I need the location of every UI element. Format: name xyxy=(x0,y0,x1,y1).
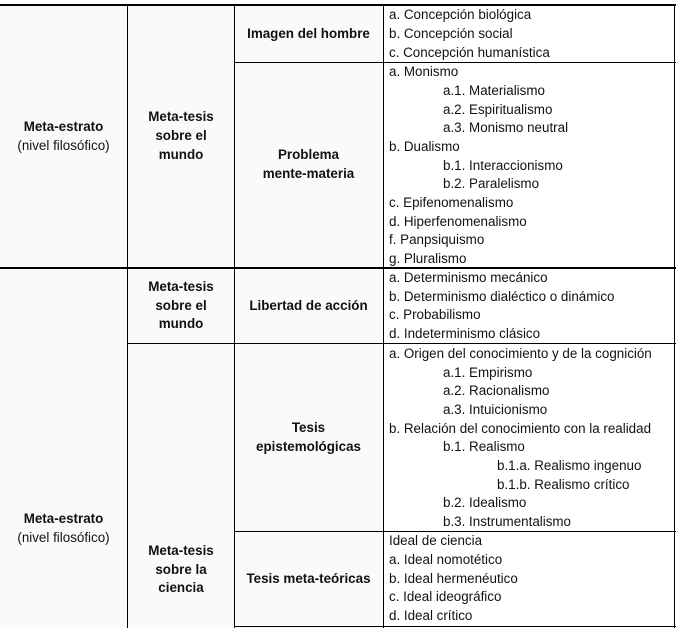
list-item: a.1. Empirismo xyxy=(443,365,533,380)
list-item: b. Dualismo xyxy=(389,139,460,154)
list-item: a. Ideal nomotético xyxy=(389,552,503,567)
list-item: b.1. Interaccionismo xyxy=(443,158,563,173)
list-item: b.2. Paralelismo xyxy=(443,176,540,191)
list-item: a.2. Racionalismo xyxy=(443,383,550,398)
column-divider xyxy=(383,4,384,628)
list-item: a. Determinismo mecánico xyxy=(389,270,548,285)
row-label: Tesis epistemológicas xyxy=(256,419,361,454)
column-divider xyxy=(127,4,128,628)
list-item: c. Probabilismo xyxy=(389,307,481,322)
row-label: Imagen del hombre xyxy=(247,25,370,41)
strata-label xyxy=(0,6,127,267)
thesis-label xyxy=(136,6,226,267)
list-item: b.1. Realismo xyxy=(443,439,525,454)
strata-title: Meta-estrato xyxy=(23,510,104,526)
list-item: a. Concepción biológica xyxy=(389,7,532,22)
list-item: d. Indeterminismo clásico xyxy=(389,326,541,341)
strata-subtitle: (nivel filosófico) xyxy=(17,137,110,153)
list-item: a. Monismo xyxy=(389,64,459,79)
list-item: c. Ideal ideográfico xyxy=(389,589,502,604)
list-item: a. Origen del conocimiento y de la cognición xyxy=(389,346,652,361)
list-item: a.3. Monismo neutral xyxy=(443,120,569,135)
list-item: b. Concepción social xyxy=(389,26,513,41)
list-item: Ideal de ciencia xyxy=(389,533,483,548)
strata-label xyxy=(0,269,127,628)
list-item: f. Panpsiquismo xyxy=(389,232,485,247)
thesis-label xyxy=(136,269,226,343)
list-item: a.3. Intuicionismo xyxy=(443,402,548,417)
table-right-border xyxy=(674,4,675,628)
thesis-label xyxy=(136,344,226,628)
row-label: Problema mente-materia xyxy=(262,147,355,181)
strata-subtitle: (nivel filosófico) xyxy=(17,529,110,545)
row-divider xyxy=(234,626,676,627)
thesis-text: Meta-tesis sobre el mundo xyxy=(148,109,214,162)
list-item: c. Concepción humanística xyxy=(389,45,550,60)
list-item: b. Ideal hermenéutico xyxy=(389,571,518,586)
list-item: a.2. Espiritualismo xyxy=(443,102,553,117)
list-item: c. Epifenomenalismo xyxy=(389,195,514,210)
strata-title: Meta-estrato xyxy=(23,118,104,134)
list-item: b.1.a. Realismo ingenuo xyxy=(497,458,642,473)
row-label: Tesis meta-teóricas xyxy=(246,570,371,586)
list-item: a.1. Materialismo xyxy=(443,83,545,98)
list-item: g. Pluralismo xyxy=(389,251,467,266)
list-item: b. Relación del conocimiento con la realidad xyxy=(389,421,652,436)
list-item: b.3. Instrumentalismo xyxy=(443,514,572,529)
list-item: b.1.b. Realismo crítico xyxy=(497,477,630,492)
list-item: b. Determinismo dialéctico o dinámico xyxy=(389,289,615,304)
thesis-text: Meta-tesis sobre la ciencia xyxy=(148,542,214,596)
row-label: Libertad de acción xyxy=(249,297,368,313)
list-item: b.2. Idealismo xyxy=(443,495,527,510)
thesis-text: Meta-tesis sobre el mundo xyxy=(148,278,214,332)
list-item: d. Ideal crítico xyxy=(389,608,473,623)
list-item: d. Hiperfenomenalismo xyxy=(389,214,527,229)
